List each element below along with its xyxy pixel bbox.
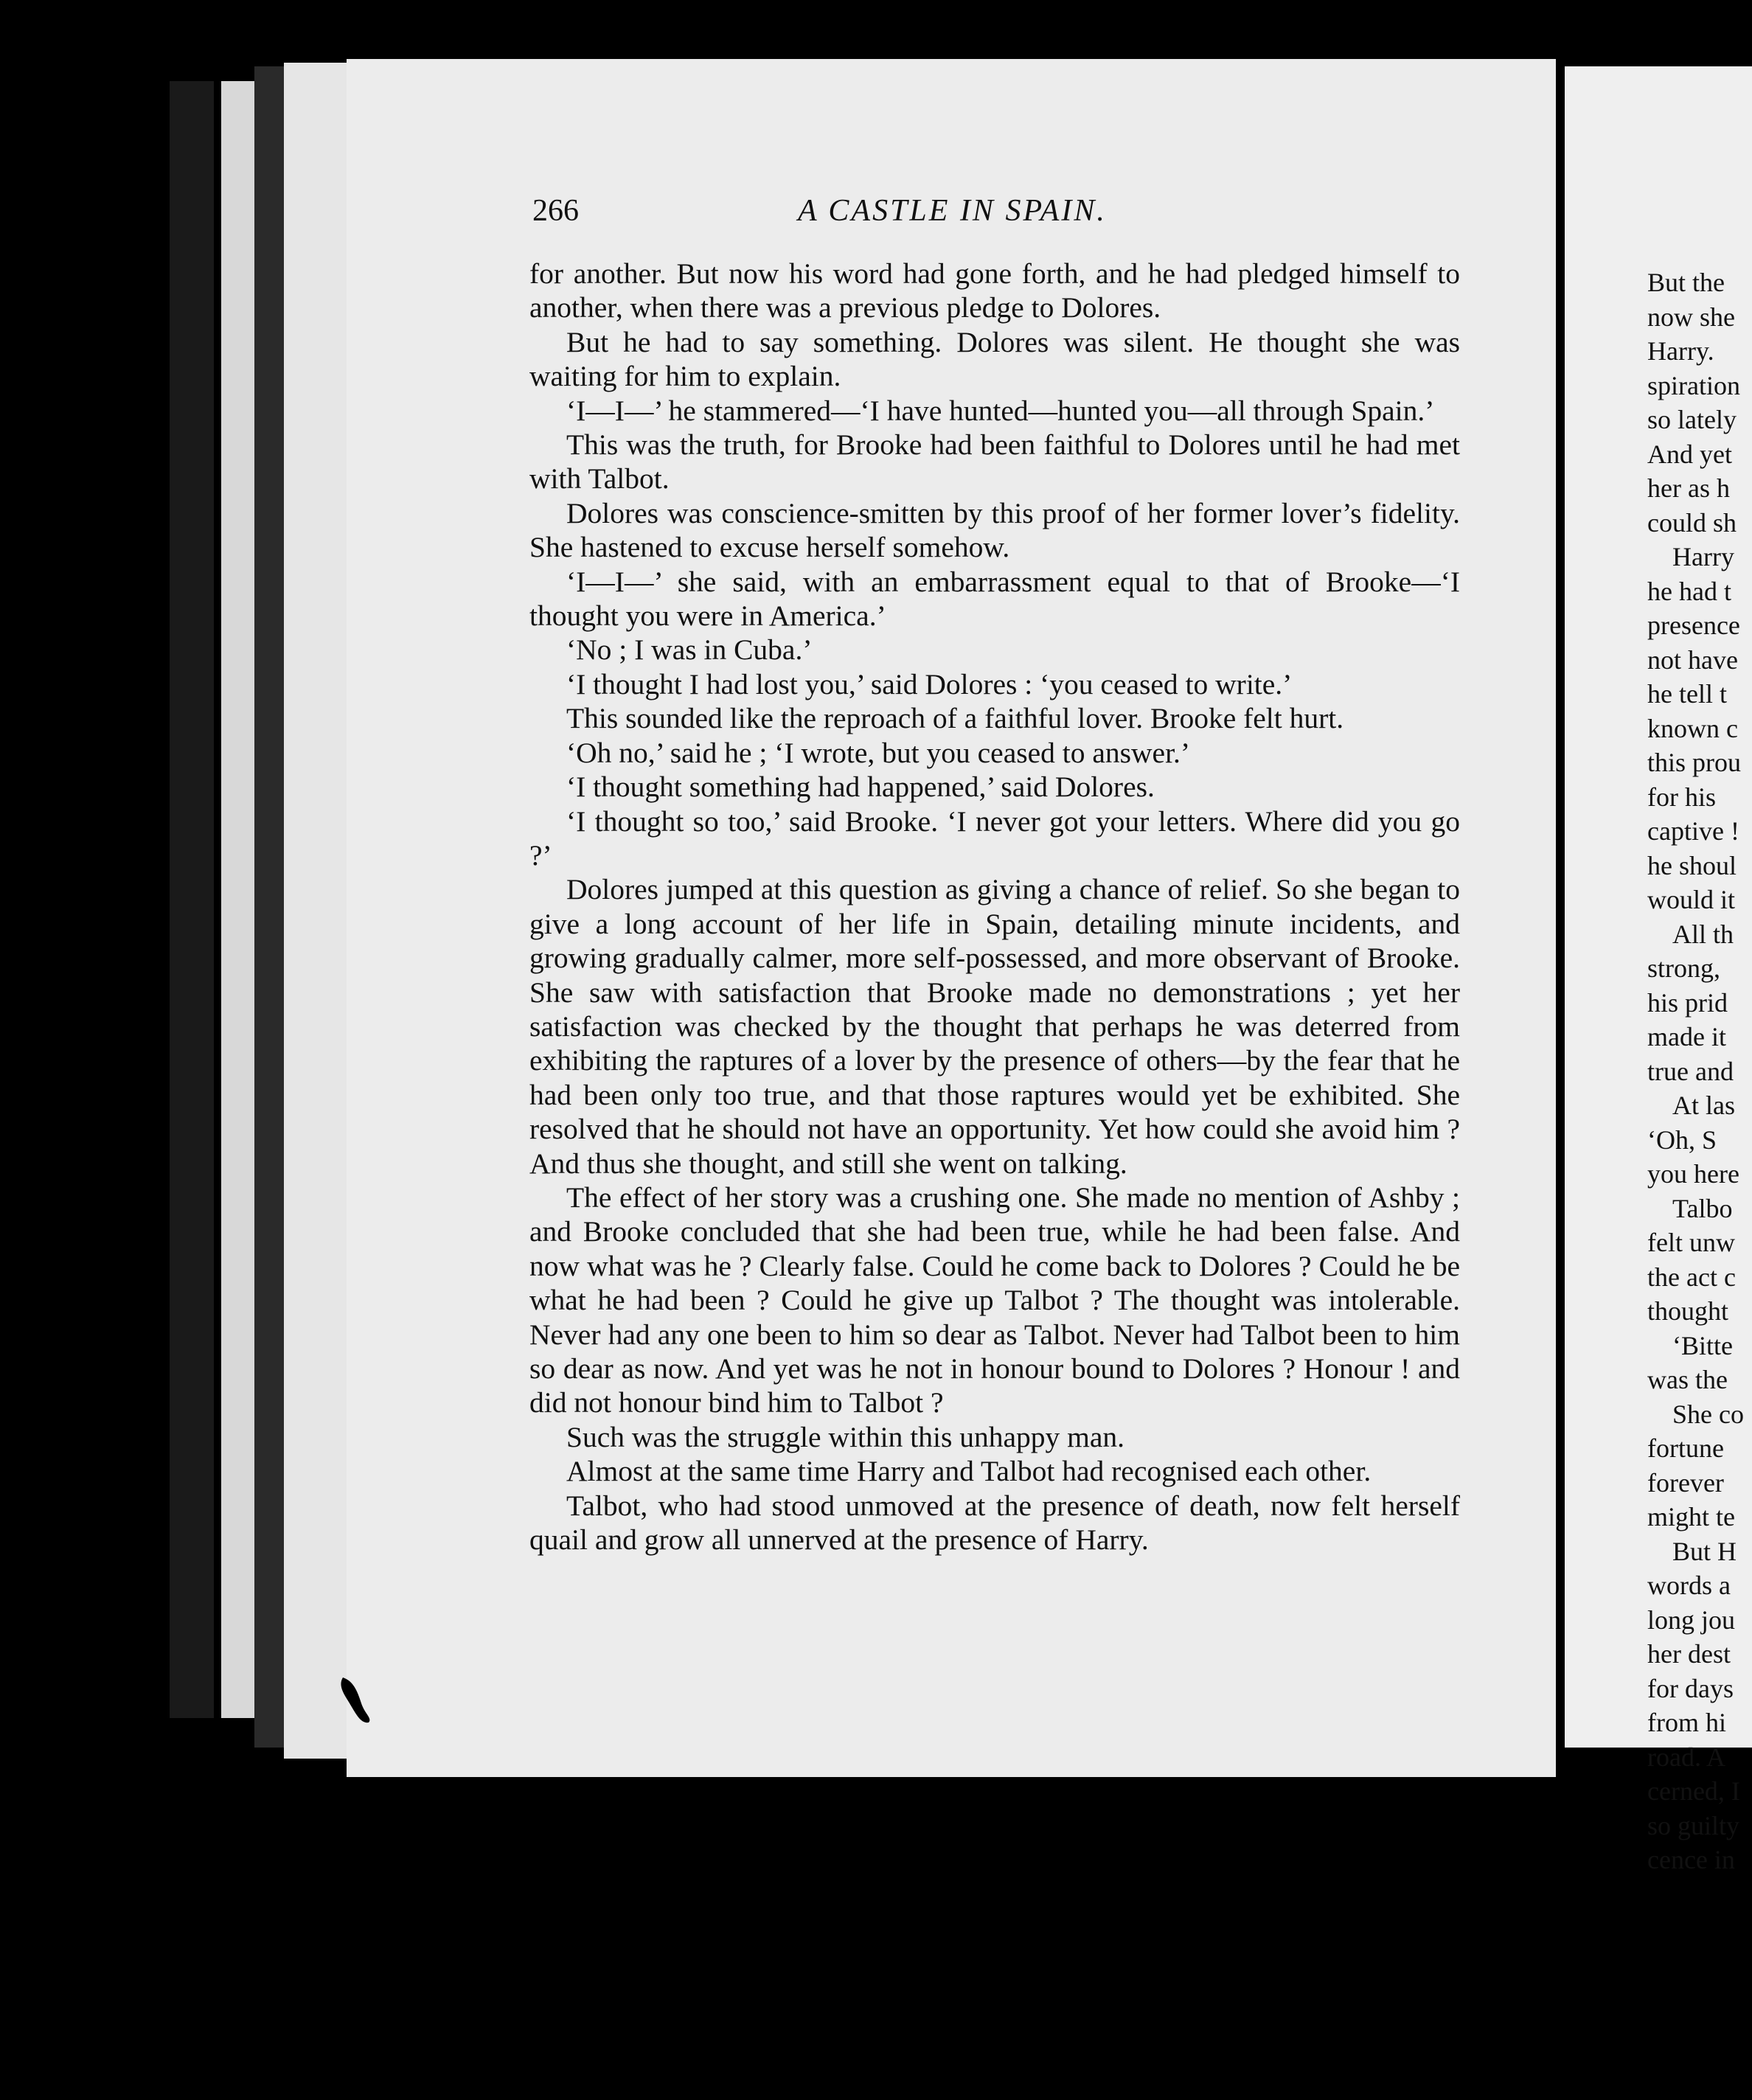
facing-page-line: for days [1647,1673,1734,1703]
binding-gutter [254,66,284,1748]
facing-page-line: She co [1672,1399,1744,1429]
facing-page-line: spiration [1647,370,1740,400]
paragraph: Almost at the same time Harry and Talbot had recognised each other. [566,1455,1372,1488]
facing-page-line: captive ! [1647,816,1739,846]
facing-page-line: true and [1647,1056,1734,1086]
paragraph: The effect of her story was a crushing one. She made no mention of Ashby ; and Brooke concluded that she had been true, while he had been false. And now what was he ? Clearly false. Could he come back to Dolores ? Could he be what he had been ? Could he give up Talbot ? The thought was intolerable. Never had any one been to him so dear as Talbot. Never had Talbot been to him so dear as now. And yet was he not in honour bound to Dolores ? Honour ! and did not honour bind him to Talbot ? [529,1181,1460,1419]
facing-page-line: the act c [1647,1262,1736,1292]
facing-page-line: would it [1647,885,1736,914]
facing-page-line: you here [1647,1159,1739,1189]
facing-page-line: was the [1647,1365,1728,1394]
paragraph: ‘No ; I was in Cuba.’ [566,633,813,667]
paragraph: But he had to say something. Dolores was silent. He thought she was waiting for him to explain. [529,325,1460,393]
facing-page-line: cence in [1647,1845,1735,1874]
page-edges-inner [284,63,350,1759]
facing-page-line: long jou [1647,1604,1736,1635]
facing-page-line: he had t [1647,576,1731,606]
facing-page-line: forever [1647,1467,1724,1498]
facing-page-line: his prid [1647,987,1728,1018]
page-number: 266 [532,194,579,228]
facing-page-text [1647,265,1752,1877]
facing-page-line: Harry [1672,542,1734,571]
paragraph: Dolores was conscience-smitten by this proof of her former lover’s fidelity. She hastened to excuse herself somehow. [529,496,1460,564]
facing-page-line: But H [1672,1536,1737,1566]
facing-page-line: so lately [1647,405,1737,434]
facing-page-line: Talbo [1672,1193,1733,1223]
paragraph: ‘I—I—’ she said, with an embarrassment equal to that of Brooke—‘I thought you were in America.’ [529,565,1460,633]
paragraph: ‘Oh no,’ said he ; ‘I wrote, but you ceased to answer.’ [566,736,1191,769]
facing-page-line: her dest [1647,1639,1731,1669]
facing-page-line: known c [1647,713,1738,743]
page-edges [221,81,254,1718]
body-text [529,257,1460,1557]
facing-page-line: made it [1647,1022,1726,1051]
paragraph: Such was the struggle within this unhappy man. [566,1420,1124,1453]
facing-page-line: But the [1647,268,1725,297]
facing-page-line: fortune [1647,1433,1724,1463]
facing-page-line: ‘Bitte [1672,1330,1733,1360]
facing-page-line: might te [1647,1502,1735,1531]
paragraph: for another. But now his word had gone forth, and he had pledged himself to another, when there was a previous pledge to Dolores. [529,257,1460,324]
facing-page-line: her as h [1647,473,1730,503]
facing-page-line: felt unw [1647,1228,1735,1257]
paragraph: ‘I thought something had happened,’ said Dolores. [566,771,1155,804]
paragraph: Dolores jumped at this question as giving a chance of relief. So she began to give a long account of her life in Spain, detailing minute incidents, and growing gradually calmer, more self-possessed, and more observant of Brooke. She saw with satisfaction that Brooke made no demonstrations ; yet her satisfaction was checked by the thought that perhaps he was deterred from exhibiting the raptures of a lover by the presence of others—by the fear that he had been only too true, and that those raptures would yet be exhibited. She resolved that he should not have an opportunity. Yet how could she avoid him ? And thus she thought, and still she went on talking. [529,873,1460,1180]
facing-page-line: All th [1672,919,1734,949]
facing-page-line: At las [1672,1091,1735,1120]
facing-page-line: so guilty [1647,1810,1740,1840]
facing-page-line: words a [1647,1571,1731,1600]
paragraph: ‘I thought so too,’ said Brooke. ‘I never got your letters. Where did you go ?’ [529,804,1460,872]
page-header [532,193,1484,232]
facing-page-line: presence [1647,611,1740,640]
facing-page-line: thought [1647,1296,1729,1326]
facing-page-line: for his [1647,782,1716,812]
paragraph: This sounded like the reproach of a faithful lover. Brooke felt hurt. [566,702,1344,735]
paragraph: Talbot, who had stood unmoved at the presence of death, now felt herself quail and grow all unnerved at the presence of Harry. [529,1489,1460,1557]
facing-page-line: road. A [1647,1742,1725,1772]
paragraph: ‘I—I—’ he stammered—‘I have hunted—hunted you—all through Spain.’ [566,394,1435,427]
ink-blot-mark [336,1674,380,1725]
facing-page-line: now she [1647,302,1735,332]
facing-page-line: cerned, I [1647,1776,1740,1806]
facing-page-line: he shoul [1647,850,1737,880]
paragraph: This was the truth, for Brooke had been faithful to Dolores until he had met with Talbot. [529,428,1460,496]
facing-page-line: he tell t [1647,679,1727,709]
facing-page-line: And yet [1647,439,1732,469]
facing-page-line: strong, [1647,953,1720,983]
facing-page-line: could sh [1647,507,1737,538]
facing-page-line: not have [1647,644,1738,675]
facing-page-line: Harry. [1647,336,1714,366]
facing-page-line: this prou [1647,748,1742,777]
book-edge-shadow [170,81,214,1718]
facing-page-line: from hi [1647,1708,1726,1737]
running-title: A CASTLE IN SPAIN. [798,194,1107,228]
facing-page-line: ‘Oh, S [1647,1124,1717,1155]
paragraph: ‘I thought I had lost you,’ said Dolores : ‘you ceased to write.’ [566,667,1293,700]
